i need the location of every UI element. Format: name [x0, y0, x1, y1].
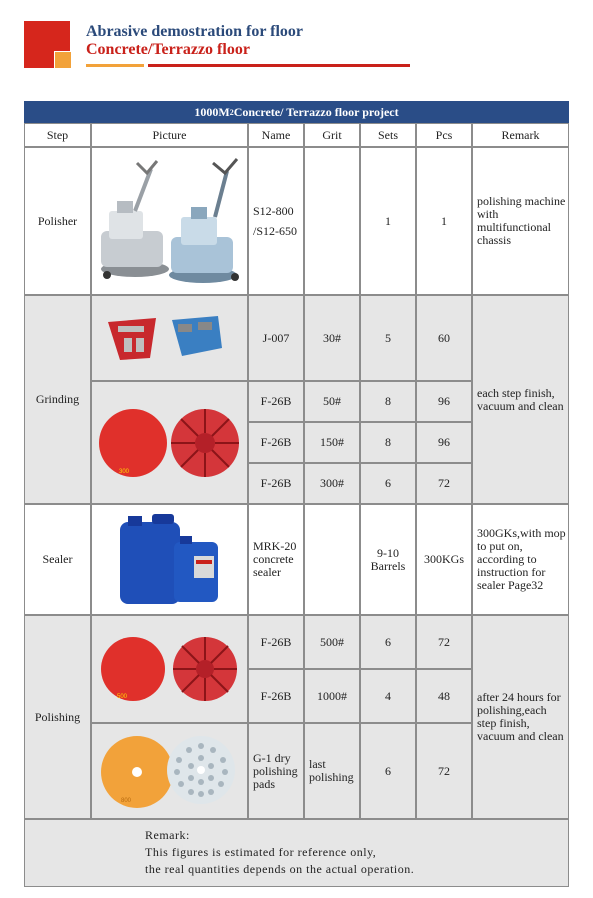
row-grinding-1-name: J-007 — [248, 295, 304, 381]
row-sealer-grit — [304, 504, 360, 615]
row-grinding-picture-2 — [91, 381, 248, 504]
row-polishing-2-pcs: 48 — [416, 669, 472, 723]
table-title-bar — [24, 101, 569, 123]
row-polishing-3-pcs: 72 — [416, 723, 472, 819]
header-underline-red — [148, 64, 410, 67]
row-grinding-3-sets: 8 — [360, 422, 416, 463]
col-header-pcs: Pcs — [416, 123, 472, 147]
row-sealer-step: Sealer — [24, 504, 91, 615]
row-grinding-4-sets: 6 — [360, 463, 416, 504]
brand-logo — [24, 21, 70, 69]
grinding-segment-image — [100, 308, 240, 368]
row-polisher-sets: 1 — [360, 147, 416, 295]
row-sealer-picture — [91, 504, 248, 615]
row-polishing-1-grit: 500# — [304, 615, 360, 669]
col-header-name: Name — [248, 123, 304, 147]
row-grinding-remark: each step finish, vacuum and clean — [472, 295, 569, 504]
row-sealer-remark: 300GKs,with mop to put on, according to instruction for sealer Page32 — [472, 504, 569, 615]
row-grinding-4-pcs: 72 — [416, 463, 472, 504]
row-polishing-remark: after 24 hours for polishing,each step finish, vacuum and clean — [472, 615, 569, 819]
row-grinding-2-pcs: 96 — [416, 381, 472, 422]
header-title-line2: Concrete/Terrazzo floor — [86, 41, 250, 58]
header-underline-orange — [86, 64, 144, 67]
row-grinding-2-sets: 8 — [360, 381, 416, 422]
row-grinding-3-name: F-26B — [248, 422, 304, 463]
row-polishing-2-name: F-26B — [248, 669, 304, 723]
row-polishing-step: Polishing — [24, 615, 91, 819]
row-polisher-remark: polishing machine with multifunctional chassis — [472, 147, 569, 295]
row-polishing-3-sets: 6 — [360, 723, 416, 819]
row-polishing-2-grit: 1000# — [304, 669, 360, 723]
project-table — [24, 101, 569, 887]
dry-polishing-pad-image — [95, 726, 245, 816]
table-title-rest: Concrete/ Terrazzo floor project — [233, 104, 399, 119]
row-grinding-step: Grinding — [24, 295, 91, 504]
pad-label-300: 300 — [118, 468, 129, 475]
row-sealer-sets: 9-10 Barrels — [360, 504, 416, 615]
row-polishing-3-name: G-1 dry polishing pads — [248, 723, 304, 819]
footer-remark-line3: the real quantities depends on the actual operation. — [145, 862, 415, 876]
row-polishing-1-pcs: 72 — [416, 615, 472, 669]
row-polishing-1-name: F-26B — [248, 615, 304, 669]
row-polishing-3-grit: last polishing — [304, 723, 360, 819]
row-grinding-2-grit: 50# — [304, 381, 360, 422]
table-title-sup: 2 — [229, 107, 234, 117]
col-header-step: Step — [24, 123, 91, 147]
row-polisher-picture — [91, 147, 248, 295]
polishing-pad-image — [95, 624, 245, 714]
row-grinding-3-pcs: 96 — [416, 422, 472, 463]
pad-label-500: 500 — [116, 694, 127, 700]
pad-label-800: 800 — [120, 798, 131, 804]
row-grinding-1-pcs: 60 — [416, 295, 472, 381]
row-polisher-name: S12-800 /S12-650 — [248, 147, 304, 295]
footer-remark-label: Remark: — [145, 828, 190, 842]
col-header-grit: Grit — [304, 123, 360, 147]
row-grinding-2-name: F-26B — [248, 381, 304, 422]
row-polishing-2-sets: 4 — [360, 669, 416, 723]
col-header-sets: Sets — [360, 123, 416, 147]
row-grinding-picture-1 — [91, 295, 248, 381]
header-title-line1: Abrasive demostration for floor — [86, 23, 303, 40]
row-polisher-pcs: 1 — [416, 147, 472, 295]
table-title: 1000M — [194, 104, 230, 119]
col-header-picture: Picture — [91, 123, 248, 147]
footer-remark-line2: This figures is estimated for reference only, — [145, 845, 377, 859]
row-grinding-1-grit: 30# — [304, 295, 360, 381]
row-sealer-name: MRK-20 concrete sealer — [248, 504, 304, 615]
row-grinding-3-grit: 150# — [304, 422, 360, 463]
row-grinding-4-grit: 300# — [304, 463, 360, 504]
col-header-remark: Remark — [472, 123, 569, 147]
row-grinding-4-name: F-26B — [248, 463, 304, 504]
row-grinding-1-sets: 5 — [360, 295, 416, 381]
row-sealer-pcs: 300KGs — [416, 504, 472, 615]
footer-remark — [24, 819, 569, 887]
polisher-machine-image — [95, 151, 245, 291]
row-polisher-grit — [304, 147, 360, 295]
row-polishing-picture-2 — [91, 723, 248, 819]
row-polishing-picture-1 — [91, 615, 248, 723]
sealer-barrel-image — [110, 512, 230, 608]
row-polishing-1-sets: 6 — [360, 615, 416, 669]
grinding-pad-image — [95, 393, 245, 493]
row-polisher-step: Polisher — [24, 147, 91, 295]
